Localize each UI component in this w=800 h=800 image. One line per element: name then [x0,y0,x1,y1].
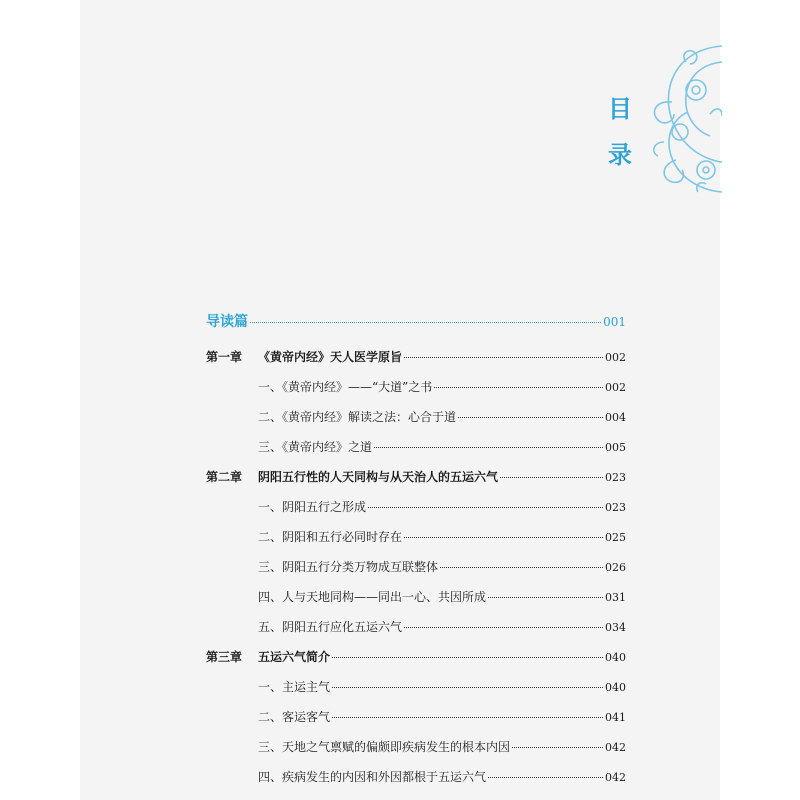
toc-chapter-row[interactable] [206,342,626,372]
leader-dots [488,597,603,598]
page-title [602,86,638,178]
title-char-1: 目 [608,95,632,123]
section-title: 三、天地之气禀赋的偏颇即疾病发生的根本内因 [258,740,511,754]
leader-dots [332,657,603,658]
toc-chapter-row[interactable] [206,642,626,672]
leader-dots [488,777,603,778]
toc-page-number: 002 [605,351,626,364]
toc-section-row[interactable] [206,552,626,582]
toc-chapter-row[interactable] [206,462,626,492]
toc-section-row[interactable] [206,582,626,612]
leader-dots [434,387,603,388]
table-of-contents [206,306,626,792]
toc-page-number: 026 [605,561,626,574]
toc-section-row[interactable] [206,702,626,732]
toc-section-row[interactable] [206,432,626,462]
chapter-number: 第二章 [206,470,243,484]
leader-dots [500,477,603,478]
chapter-number: 第三章 [206,650,243,664]
toc-page-number: 023 [605,501,626,514]
section-title: 二、《黄帝内经》解读之法：心合于道 [258,410,457,424]
chapter-title: 阴阳五行性的人天同构与从天治人的五运六气 [258,470,499,484]
toc-page-number: 040 [605,681,626,694]
toc-section-row[interactable] [206,762,626,792]
toc-page-number: 001 [603,315,626,329]
toc-page-number: 023 [605,471,626,484]
section-title: 四、人与天地同构——同出一心、共因所成 [258,590,487,604]
toc-page-number: 031 [605,591,626,604]
toc-section-row[interactable] [206,612,626,642]
toc-page-number: 002 [605,381,626,394]
toc-page-number: 034 [605,621,626,634]
section-title: 一、阴阳五行之形成 [258,500,367,514]
leader-dots [440,567,603,568]
floral-ornament-icon [636,42,722,198]
leader-dots [368,507,603,508]
leader-dots [404,537,603,538]
toc-section-row[interactable] [206,492,626,522]
section-title: 二、客运客气 [258,710,331,724]
leader-dots [404,627,603,628]
toc-section-row[interactable] [206,522,626,552]
section-title: 一、《黄帝内经》——“大道”之书 [258,380,433,394]
section-title: 四、疾病发生的内因和外因都根于五运六气 [258,770,487,784]
chapter-number: 第一章 [206,350,243,364]
toc-section-row[interactable] [206,732,626,762]
toc-page-number: 004 [605,411,626,424]
toc-page-number: 041 [605,711,626,724]
toc-section-row[interactable] [206,402,626,432]
section-title: 五、阴阳五行应化五运六气 [258,620,403,634]
leader-dots [404,357,603,358]
leader-dots [512,747,603,748]
toc-page-number: 042 [605,741,626,754]
section-title: 一、主运主气 [258,680,331,694]
toc-page-number: 040 [605,651,626,664]
toc-section-row[interactable] [206,372,626,402]
section-title: 三、阴阳五行分类万物成互联整体 [258,560,439,574]
leader-dots [458,417,603,418]
leader-dots [374,447,603,448]
leader-dots [332,687,603,688]
leader-dots [250,322,601,323]
toc-page-number: 025 [605,531,626,544]
section-title: 三、《黄帝内经》之道 [258,440,373,454]
chapter-title: 五运六气简介 [258,650,331,664]
toc-page-number: 042 [605,771,626,784]
toc-intro-label: 导读篇 [206,314,248,330]
toc-page-number: 005 [605,441,626,454]
toc-intro-row[interactable] [206,306,626,338]
title-char-2: 录 [608,141,632,169]
chapter-title: 《黄帝内经》天人医学原旨 [258,350,403,364]
toc-section-row[interactable] [206,672,626,702]
section-title: 二、阴阳和五行必同时存在 [258,530,403,544]
leader-dots [332,717,603,718]
